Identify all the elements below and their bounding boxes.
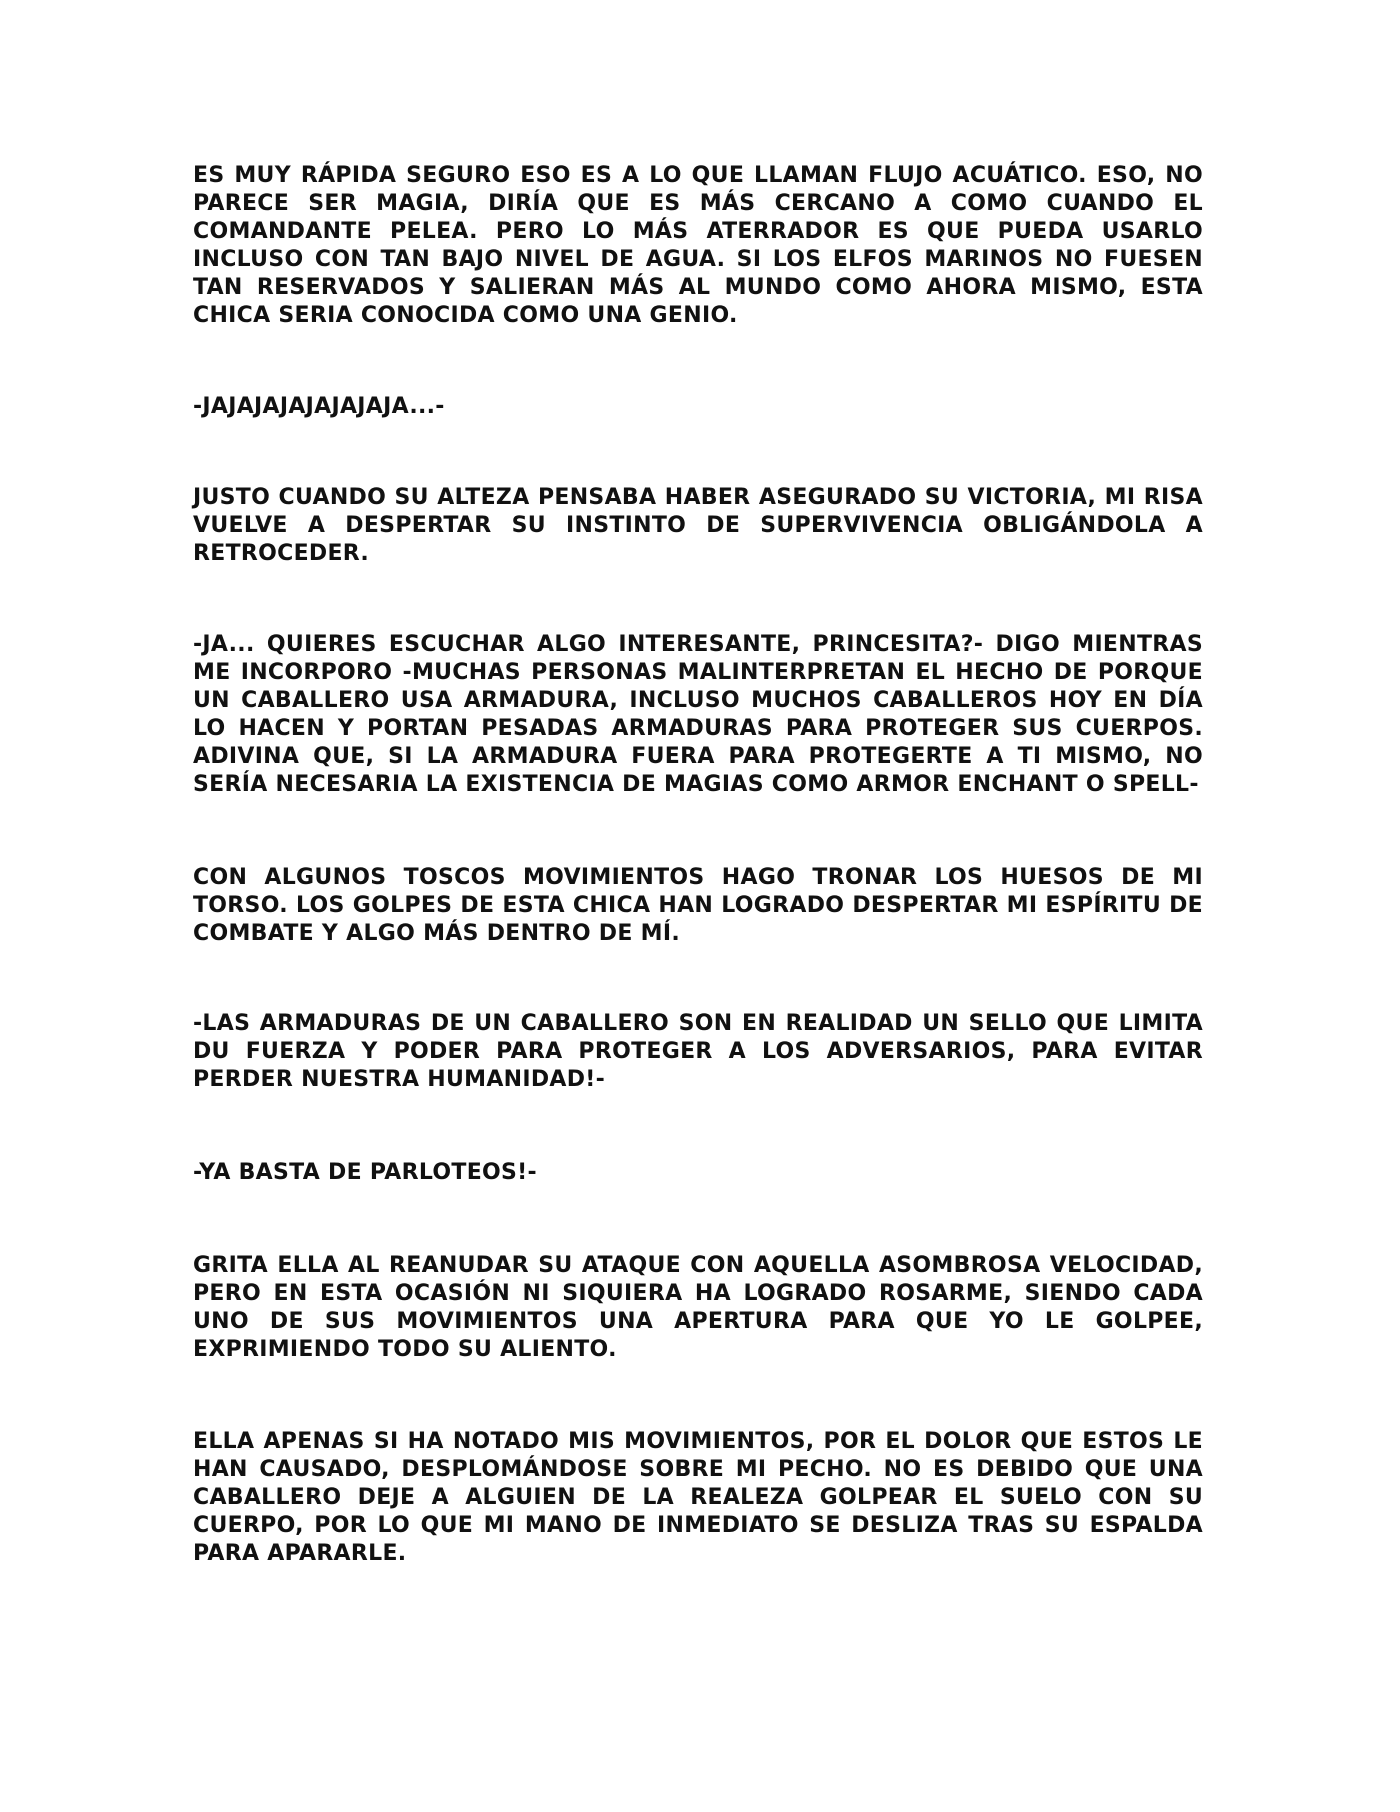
paragraph-2: -JAJAJAJAJAJAJAJA...-: [193, 394, 445, 419]
paragraph-7: -YA BASTA DE PARLOTEOS!-: [193, 1160, 537, 1185]
paragraph-4: -JA... QUIERES ESCUCHAR ALGO INTERESANTE, PRINCESITA?- DIGO MIENTRAS ME INCORPORO -MUCHAS PERSONAS MALINTERPRETAN EL HECHO DE PORQUE UN CABALLERO USA ARMADURA, INCLUSO MUCHOS CABALLEROS HOY EN DÍA LO HACEN Y PORTAN PESADAS ARMADURAS PARA PROTEGER SUS CUERPOS. ADIVINA QUE, SI LA ARMADURA FUERA PARA PROTEGERTE A TI MISMO, NO SERÍA NECESARIA LA EXISTENCIA DE MAGIAS COMO ARMOR ENCHANT O SPELL-: [193, 632, 1203, 797]
paragraph-9: ELLA APENAS SI HA NOTADO MIS MOVIMIENTOS, POR EL DOLOR QUE ESTOS LE HAN CAUSADO, DESPLOMÁNDOSE SOBRE MI PECHO. NO ES DEBIDO QUE UNA CABALLERO DEJE A ALGUIEN DE LA REALEZA GOLPEAR EL SUELO CON SU CUERPO, POR LO QUE MI MANO DE INMEDIATO SE DESLIZA TRAS SU ESPALDA PARA APARARLE.: [193, 1429, 1203, 1566]
paragraph-1: ES MUY RÁPIDA SEGURO ESO ES A LO QUE LLAMAN FLUJO ACUÁTICO. ESO, NO PARECE SER MAGIA, DIRÍA QUE ES MÁS CERCANO A COMO CUANDO EL COMANDANTE PELEA. PERO LO MÁS ATERRADOR ES QUE PUEDA USARLO INCLUSO CON TAN BAJO NIVEL DE AGUA. SI LOS ELFOS MARINOS NO FUESEN TAN RESERVADOS Y SALIERAN MÁS AL MUNDO COMO AHORA MISMO, ESTA CHICA SERIA CONOCIDA COMO UNA GENIO.: [193, 163, 1203, 328]
paragraph-3: JUSTO CUANDO SU ALTEZA PENSABA HABER ASEGURADO SU VICTORIA, MI RISA VUELVE A DESPERTAR SU INSTINTO DE SUPERVIVENCIA OBLIGÁNDOLA A RETROCEDER.: [193, 485, 1203, 566]
paragraph-5: CON ALGUNOS TOSCOS MOVIMIENTOS HAGO TRONAR LOS HUESOS DE MI TORSO. LOS GOLPES DE ESTA CHICA HAN LOGRADO DESPERTAR MI ESPÍRITU DE COMBATE Y ALGO MÁS DENTRO DE MÍ.: [193, 865, 1203, 946]
paragraph-6: -LAS ARMADURAS DE UN CABALLERO SON EN REALIDAD UN SELLO QUE LIMITA DU FUERZA Y PODER PARA PROTEGER A LOS ADVERSARIOS, PARA EVITAR PERDER NUESTRA HUMANIDAD!-: [193, 1011, 1203, 1092]
paragraph-8: GRITA ELLA AL REANUDAR SU ATAQUE CON AQUELLA ASOMBROSA VELOCIDAD, PERO EN ESTA OCASIÓN NI SIQUIERA HA LOGRADO ROSARME, SIENDO CADA UNO DE SUS MOVIMIENTOS UNA APERTURA PARA QUE YO LE GOLPEE, EXPRIMIENDO TODO SU ALIENTO.: [193, 1253, 1203, 1362]
